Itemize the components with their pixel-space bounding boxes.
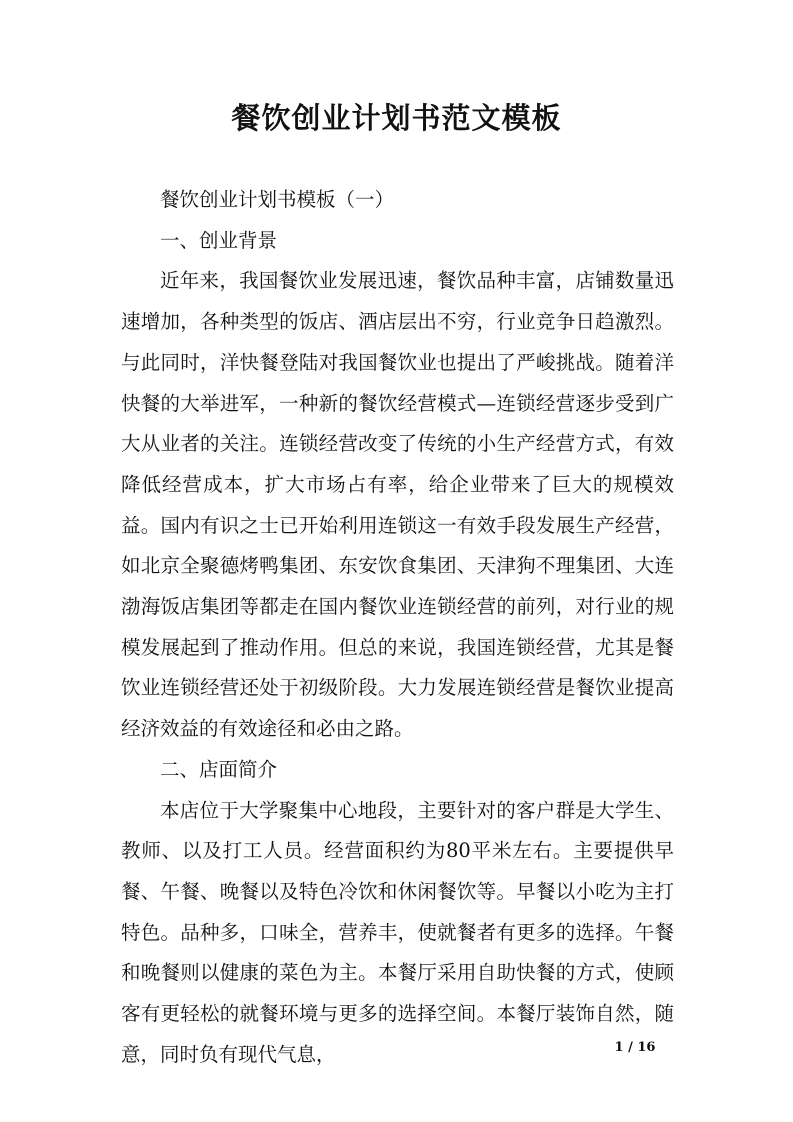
paragraph-background: 近年来，我国餐饮业发展迅速，餐饮品种丰富，店铺数量迅速增加，各种类型的饭店、酒店层出不穷，行业竞争日趋激烈。与此同时，洋快餐登陆对我国餐饮业也提出了严峻挑战。随着洋快餐的大举进军，一种新的餐饮经营模式—连锁经营逐步受到广大从业者的关注。连锁经营改变了传统的小生产经营方式，有效降低经营成本，扩大市场占有率，给企业带来了巨大的规模效益。国内有识之士已开始利用连锁这一有效手段发展生产经营，如北京全聚德烤鸭集团、东安饮食集团、天津狗不理集团、大连渤海饭店集团等都走在国内餐饮业连锁经营的前列，对行业的规模发展起到了推动作用。但总的来说，我国连锁经营，尤其是餐饮业连锁经营还处于初级阶段。大力发展连锁经营是餐饮业提高经济效益的有效途径和必由之路。 [121,269,674,741]
subtitle: 餐饮创业计划书模板（一） [160,188,395,211]
paragraph-store-intro: 本店位于大学聚集中心地段，主要针对的客户群是大学生、教师、以及打工人员。经营面积约为80平米左右。主要提供早餐、午餐、晚餐以及特色冷饮和休闲餐饮等。早餐以小吃为主打特色。品种多，口味全，营养丰，使就餐者有更多的选择。午餐和晚餐则以健康的菜色为主。本餐厅采用自助快餐的方式，使顾客有更轻松的就餐环境与更多的选择空间。本餐厅装饰自然，随意，同时负有现代气息， [121,798,674,1066]
section-heading-background: 一、创业背景 [160,228,278,252]
section-heading-store-intro: 二、店面简介 [160,757,278,781]
page-number: 1 / 16 [614,1040,656,1055]
document-title: 餐饮创业计划书范文模板 [231,101,562,135]
document-body [121,180,674,1075]
